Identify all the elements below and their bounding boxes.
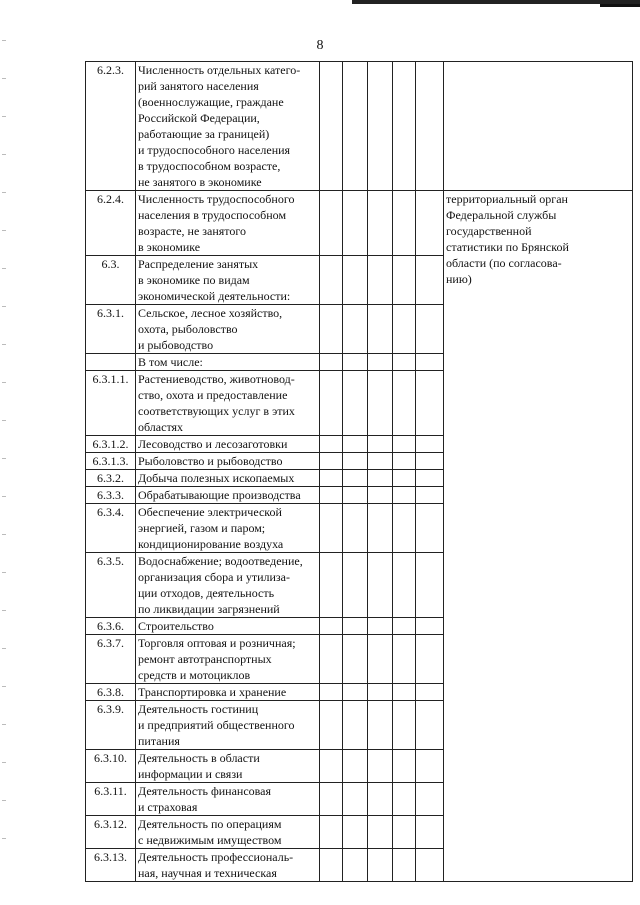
indicator-text: Обрабатывающие производства bbox=[138, 488, 301, 502]
value-cell bbox=[320, 470, 343, 487]
indicator-text: В том числе: bbox=[138, 355, 203, 369]
value-cell bbox=[368, 849, 393, 882]
row-indicator-name bbox=[136, 487, 320, 504]
value-cell bbox=[343, 470, 368, 487]
value-cell bbox=[368, 618, 393, 635]
value-cell bbox=[368, 701, 393, 750]
value-cell bbox=[320, 849, 343, 882]
value-cell bbox=[416, 191, 444, 256]
value-cell bbox=[368, 354, 393, 371]
value-cell bbox=[343, 371, 368, 436]
value-cell bbox=[320, 783, 343, 816]
row-number: 6.2.4. bbox=[86, 191, 136, 256]
responsible-org-text: территориальный орган Федеральной службы государственной статистики по Брянской области (по согласова- нию) bbox=[446, 192, 569, 286]
table-body bbox=[86, 62, 633, 882]
row-number: 6.3.1. bbox=[86, 305, 136, 354]
value-cell bbox=[343, 453, 368, 470]
row-number: 6.3.2. bbox=[86, 470, 136, 487]
indicator-text: Сельское, лесное хозяйство, охота, рыболовство и рыбоводство bbox=[138, 306, 283, 352]
row-indicator-name bbox=[136, 849, 320, 882]
value-cell bbox=[416, 750, 444, 783]
value-cell bbox=[343, 635, 368, 684]
value-cell bbox=[416, 453, 444, 470]
row-number: 6.3.8. bbox=[86, 684, 136, 701]
value-cell bbox=[320, 354, 343, 371]
indicator-text: Строительство bbox=[138, 619, 214, 633]
row-indicator-name bbox=[136, 504, 320, 553]
indicator-text: Деятельность профессиональ- ная, научная и техническая bbox=[138, 850, 294, 880]
row-indicator-name bbox=[136, 191, 320, 256]
value-cell bbox=[416, 553, 444, 618]
value-cell bbox=[416, 371, 444, 436]
value-cell bbox=[393, 849, 416, 882]
value-cell bbox=[320, 701, 343, 750]
value-cell bbox=[320, 453, 343, 470]
value-cell bbox=[416, 470, 444, 487]
row-number: 6.3.3. bbox=[86, 487, 136, 504]
value-cell bbox=[416, 684, 444, 701]
value-cell bbox=[368, 305, 393, 354]
value-cell bbox=[320, 618, 343, 635]
row-indicator-name bbox=[136, 553, 320, 618]
value-cell bbox=[416, 504, 444, 553]
row-indicator-name bbox=[136, 701, 320, 750]
value-cell bbox=[343, 618, 368, 635]
value-cell bbox=[320, 191, 343, 256]
value-cell bbox=[393, 684, 416, 701]
value-cell bbox=[416, 354, 444, 371]
value-cell bbox=[416, 256, 444, 305]
value-cell bbox=[343, 783, 368, 816]
value-cell bbox=[416, 305, 444, 354]
indicators-table bbox=[85, 61, 633, 882]
value-cell bbox=[393, 453, 416, 470]
value-cell bbox=[393, 635, 416, 684]
value-cell bbox=[343, 684, 368, 701]
row-indicator-name bbox=[136, 371, 320, 436]
value-cell bbox=[393, 371, 416, 436]
value-cell bbox=[368, 62, 393, 191]
value-cell bbox=[368, 191, 393, 256]
value-cell bbox=[416, 436, 444, 453]
header-rule bbox=[352, 0, 640, 4]
row-number: 6.3.13. bbox=[86, 849, 136, 882]
value-cell bbox=[343, 701, 368, 750]
value-cell bbox=[343, 487, 368, 504]
value-cell bbox=[393, 553, 416, 618]
row-indicator-name bbox=[136, 684, 320, 701]
row-indicator-name bbox=[136, 470, 320, 487]
indicator-text: Транспортировка и хранение bbox=[138, 685, 287, 699]
value-cell bbox=[416, 816, 444, 849]
row-indicator-name bbox=[136, 750, 320, 783]
value-cell bbox=[320, 684, 343, 701]
table-row bbox=[86, 62, 633, 191]
header-rule-accent bbox=[600, 4, 640, 7]
value-cell bbox=[343, 436, 368, 453]
value-cell bbox=[416, 849, 444, 882]
value-cell bbox=[343, 62, 368, 191]
value-cell bbox=[368, 684, 393, 701]
value-cell bbox=[368, 750, 393, 783]
value-cell bbox=[393, 816, 416, 849]
value-cell bbox=[368, 783, 393, 816]
value-cell bbox=[343, 504, 368, 553]
value-cell bbox=[320, 436, 343, 453]
row-indicator-name bbox=[136, 453, 320, 470]
row-indicator-name bbox=[136, 816, 320, 849]
value-cell bbox=[416, 62, 444, 191]
indicator-text: Деятельность гостиниц и предприятий общественного питания bbox=[138, 702, 295, 748]
value-cell bbox=[320, 62, 343, 191]
row-indicator-name bbox=[136, 618, 320, 635]
value-cell bbox=[393, 354, 416, 371]
row-indicator-name bbox=[136, 783, 320, 816]
indicator-text: Водоснабжение; водоотведение, организация сбора и утилиза- ции отходов, деятельность по ликвидации загрязнений bbox=[138, 554, 303, 616]
indicator-text: Лесоводство и лесозаготовки bbox=[138, 437, 288, 451]
responsible-org-cell bbox=[444, 191, 633, 882]
indicator-text: Рыболовство и рыбоводство bbox=[138, 454, 283, 468]
indicator-text: Численность отдельных катего- рий занятого населения (военнослужащие, граждане Российской Федерации, работающие за границей) и трудоспособного населения в трудоспособном возрасте, не занятого в экономике bbox=[138, 63, 301, 189]
value-cell bbox=[416, 487, 444, 504]
value-cell bbox=[320, 305, 343, 354]
value-cell bbox=[368, 436, 393, 453]
responsible-org-cell bbox=[444, 62, 633, 191]
row-number: 6.2.3. bbox=[86, 62, 136, 191]
value-cell bbox=[416, 635, 444, 684]
indicator-text: Деятельность в области информации и связи bbox=[138, 751, 260, 781]
value-cell bbox=[368, 470, 393, 487]
value-cell bbox=[343, 553, 368, 618]
indicator-text: Распределение занятых в экономике по видам экономической деятельности: bbox=[138, 257, 291, 303]
value-cell bbox=[368, 816, 393, 849]
row-indicator-name bbox=[136, 62, 320, 191]
table-row bbox=[86, 191, 633, 256]
row-number bbox=[86, 354, 136, 371]
value-cell bbox=[320, 635, 343, 684]
row-number: 6.3.4. bbox=[86, 504, 136, 553]
row-number: 6.3.10. bbox=[86, 750, 136, 783]
value-cell bbox=[320, 553, 343, 618]
value-cell bbox=[393, 256, 416, 305]
value-cell bbox=[368, 453, 393, 470]
indicator-text: Растениеводство, животновод- ство, охота и предоставление соответствующих услуг в этих областях bbox=[138, 372, 295, 434]
row-number: 6.3. bbox=[86, 256, 136, 305]
value-cell bbox=[393, 487, 416, 504]
page-number: 8 bbox=[316, 38, 324, 53]
binding-marks bbox=[2, 40, 6, 860]
value-cell bbox=[416, 783, 444, 816]
value-cell bbox=[393, 62, 416, 191]
row-indicator-name bbox=[136, 436, 320, 453]
value-cell bbox=[393, 618, 416, 635]
value-cell bbox=[320, 816, 343, 849]
value-cell bbox=[368, 635, 393, 684]
value-cell bbox=[368, 504, 393, 553]
value-cell bbox=[368, 256, 393, 305]
row-indicator-name bbox=[136, 635, 320, 684]
value-cell bbox=[416, 618, 444, 635]
indicator-text: Деятельность по операциям с недвижимым имуществом bbox=[138, 817, 282, 847]
value-cell bbox=[343, 354, 368, 371]
value-cell bbox=[393, 504, 416, 553]
row-indicator-name bbox=[136, 305, 320, 354]
row-number: 6.3.1.3. bbox=[86, 453, 136, 470]
value-cell bbox=[320, 504, 343, 553]
row-number: 6.3.7. bbox=[86, 635, 136, 684]
value-cell bbox=[343, 305, 368, 354]
value-cell bbox=[343, 256, 368, 305]
indicator-text: Деятельность финансовая и страховая bbox=[138, 784, 272, 814]
value-cell bbox=[320, 487, 343, 504]
row-number: 6.3.6. bbox=[86, 618, 136, 635]
indicator-text: Численность трудоспособного населения в трудоспособном возрасте, не занятого в экономике bbox=[138, 192, 295, 254]
value-cell bbox=[393, 191, 416, 256]
value-cell bbox=[368, 553, 393, 618]
value-cell bbox=[393, 305, 416, 354]
row-number: 6.3.11. bbox=[86, 783, 136, 816]
value-cell bbox=[320, 256, 343, 305]
value-cell bbox=[320, 371, 343, 436]
value-cell bbox=[320, 750, 343, 783]
indicator-text: Обеспечение электрической энергией, газом и паром; кондиционирование воздуха bbox=[138, 505, 284, 551]
indicator-text: Торговля оптовая и розничная; ремонт автотранспортных средств и мотоциклов bbox=[138, 636, 296, 682]
row-number: 6.3.1.1. bbox=[86, 371, 136, 436]
row-number: 6.3.1.2. bbox=[86, 436, 136, 453]
value-cell bbox=[393, 701, 416, 750]
row-indicator-name bbox=[136, 256, 320, 305]
value-cell bbox=[393, 783, 416, 816]
value-cell bbox=[393, 470, 416, 487]
value-cell bbox=[393, 436, 416, 453]
row-indicator-name bbox=[136, 354, 320, 371]
value-cell bbox=[343, 816, 368, 849]
indicator-text: Добыча полезных ископаемых bbox=[138, 471, 295, 485]
row-number: 6.3.12. bbox=[86, 816, 136, 849]
value-cell bbox=[343, 849, 368, 882]
value-cell bbox=[416, 701, 444, 750]
row-number: 6.3.9. bbox=[86, 701, 136, 750]
row-number: 6.3.5. bbox=[86, 553, 136, 618]
value-cell bbox=[368, 487, 393, 504]
value-cell bbox=[368, 371, 393, 436]
value-cell bbox=[343, 191, 368, 256]
value-cell bbox=[343, 750, 368, 783]
value-cell bbox=[393, 750, 416, 783]
